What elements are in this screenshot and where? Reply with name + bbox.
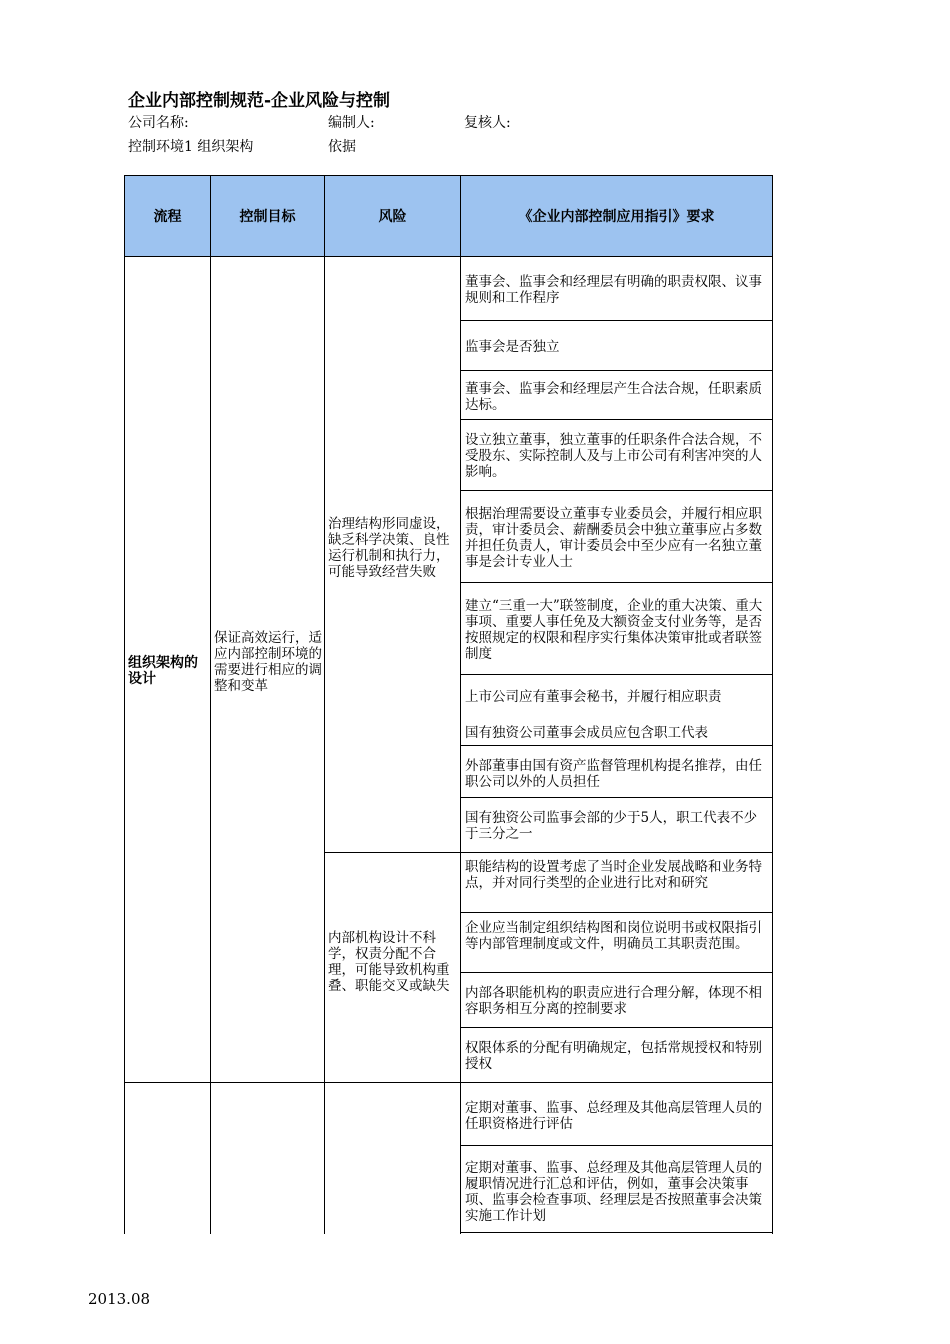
header-process: 流程	[125, 176, 210, 256]
requirement-cell: 监事会是否独立	[465, 339, 560, 355]
row-border	[460, 972, 773, 973]
row-border	[460, 852, 773, 853]
basis-label: 依据	[328, 139, 356, 155]
requirement-cell: 职能结构的设置考虑了当时企业发展战略和业务特点，并对同行类型的企业进行比对和研究	[465, 859, 762, 891]
row-border	[324, 852, 461, 853]
objective-cell: 保证高效运行，适应内部控制环境的需要进行相应的调整和变革	[214, 630, 322, 694]
row-border	[460, 490, 773, 491]
row-border	[460, 1232, 773, 1233]
company-label: 公司名称:	[128, 115, 189, 131]
row-border	[460, 745, 773, 746]
table-border	[210, 175, 211, 1234]
row-border	[460, 1027, 773, 1028]
requirement-cell: 企业应当制定组织结构图和岗位说明书或权限指引等内部管理制度或文件，明确员工其职责范围。	[465, 920, 762, 952]
requirement-cell: 上市公司应有董事会秘书，并履行相应职责	[465, 689, 722, 705]
row-border	[460, 912, 773, 913]
header-objective: 控制目标	[211, 176, 324, 256]
requirement-cell: 定期对董事、监事、总经理及其他高层管理人员的履职情况进行汇总和评估，例如，董事会决策事项、监事会检查事项、经理层是否按照董事会决策实施工作计划	[465, 1160, 762, 1224]
requirement-cell: 权限体系的分配有明确规定，包括常规授权和特别授权	[465, 1040, 762, 1072]
table-border	[124, 175, 125, 1234]
requirement-cell: 内部各职能机构的职责应进行合理分解，体现不相容职务相互分离的控制要求	[465, 985, 762, 1017]
table-border	[460, 175, 461, 1234]
requirement-cell: 国有独资公司董事会成员应包含职工代表	[465, 725, 708, 741]
row-border	[460, 797, 773, 798]
header-risk: 风险	[325, 176, 460, 256]
requirement-cell: 建立“三重一大”联签制度，企业的重大决策、重大事项、重要人事任免及大额资金支付业务等，是否按照规定的权限和程序实行集体决策审批或者联签制度	[465, 598, 763, 662]
table-border	[772, 175, 773, 1234]
row-border	[460, 419, 773, 420]
table-border	[324, 175, 325, 1234]
row-border	[460, 370, 773, 371]
risk-cell: 内部机构设计不科学，权责分配不合理，可能导致机构重叠、职能交叉或缺失	[328, 930, 450, 994]
row-border	[124, 1082, 461, 1083]
editor-label: 编制人:	[328, 115, 375, 131]
row-border	[460, 320, 773, 321]
page-title: 企业内部控制规范-企业风险与控制	[128, 91, 391, 111]
row-border	[460, 1145, 773, 1146]
risk-cell: 治理结构形同虚设，缺乏科学决策、良性运行机制和执行力，可能导致经营失败	[328, 516, 450, 580]
row-border	[460, 582, 773, 583]
requirement-cell: 设立独立董事，独立董事的任职条件合法合规，不受股东、实际控制人及与上市公司有利害冲突的人影响。	[465, 432, 762, 480]
section-label: 控制环境1 组织架构	[128, 139, 254, 155]
requirement-cell: 定期对董事、监事、总经理及其他高层管理人员的任职资格进行评估	[465, 1100, 762, 1132]
requirement-cell: 国有独资公司监事会部的少于5人，职工代表不少于三分之一	[465, 810, 758, 842]
requirement-cell: 外部董事由国有资产监督管理机构提名推荐，由任职公司以外的人员担任	[465, 758, 762, 790]
requirement-cell: 根据治理需要设立董事专业委员会，并履行相应职责，审计委员会、薪酬委员会中独立董事应占多数并担任负责人，审计委员会中至少应有一名独立董事是会计专业人士	[465, 506, 762, 570]
footer-date: 2013.08	[88, 1290, 151, 1308]
table-border	[124, 256, 773, 257]
row-border	[460, 1082, 773, 1083]
row-border	[460, 674, 773, 675]
header-requirement: 《企业内部控制应用指引》要求	[461, 176, 772, 256]
table-border	[124, 175, 773, 176]
requirement-cell: 董事会、监事会和经理层有明确的职责权限、议事规则和工作程序	[465, 274, 762, 306]
requirement-cell: 董事会、监事会和经理层产生合法合规，任职素质达标。	[465, 381, 762, 413]
process-cell: 组织架构的设计	[128, 655, 198, 687]
reviewer-label: 复核人:	[464, 115, 511, 131]
